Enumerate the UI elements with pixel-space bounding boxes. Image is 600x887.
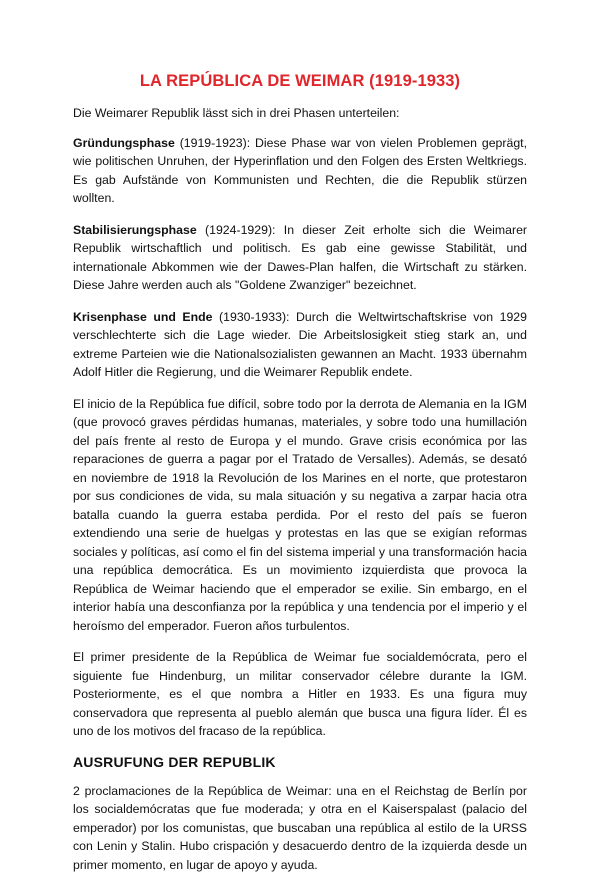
- phase-term-founding: Gründungsphase: [73, 135, 175, 150]
- phase-paragraph-founding: [73, 134, 527, 208]
- phase-text-crisis: (1930-1933): Durch die Weltwirtschaftskrise von 1929 verschlechterte sich die Lage wieder. Die Arbeitslosigkeit stieg stark an, und extreme Parteien wie die Nationalsozialisten gewannen an Macht. 1933 übernahm Adolf Hitler die Regierung, und die Weimarer Republik endete.: [73, 309, 527, 379]
- phase-paragraph-crisis: [73, 308, 527, 382]
- phase-text-stabilization: (1924-1929): In dieser Zeit erholte sich die Weimarer Republik wirtschaftlich und politisch. Es gab eine gewisse Stabilität, und internationale Abkommen wie der Dawes-Plan halfen, die Wirtschaft zu stärken. Diese Jahre werden auch als "Goldene Zwanziger" bezeichnet.: [73, 222, 527, 292]
- phase-text-founding: (1919-1923): Diese Phase war von vielen Problemen geprägt, wie politischen Unruhen, der Hyperinflation und den Folgen des Ersten Weltkriegs. Es gab Aufstände von Kommunisten und Rechten, die die Republik stürzen wollten.: [73, 135, 527, 205]
- section-paragraph: 2 proclamaciones de la República de Weimar: una en el Reichstag de Berlín por los socialdemócratas que fue moderada; y otra en el Kaiserspalast (palacio del emperador) por los comunistas, que buscaban una república al estilo de la URSS con Lenin y Stalin. Hubo crispación y desacuerdo dentro de la izquierda desde un primer momento, en lugar de apoyo y ayuda.: [73, 783, 527, 872]
- document-page: [73, 72, 527, 887]
- body-paragraph-beginning: El inicio de la República fue difícil, sobre todo por la derrota de Alemania en la IGM (que provocó graves pérdidas humanas, materiales, y sobre todo una humillación del país frente al resto de Europa y el mundo. Grave crisis económica por las reparaciones de guerra a pagar por el Tratado de Versalles). Además, se desató en noviembre de 1918 la Revolución de los Marines en el norte, que protestaron por sus condiciones de vida, su mala situación y su negativa a zarpar hacia otra batalla cuando la guerra estaba perdida. Por el resto del país se fueron extendiendo una serie de huelgas y protestas en las que se exigían reformas sociales y políticas, así como el fin del sistema imperial y una transformación hacia una república democrática. Es un movimiento izquierdista que provoca la República de Weimar haciendo que el emperador se exilie. Sin embargo, en el interior había una desconfianza por la república y una tendencia por el imperio y el heroísmo del emperador. Fueron años turbulentos.: [73, 396, 527, 633]
- phase-paragraph-stabilization: [73, 221, 527, 295]
- phase-term-crisis: Krisenphase und Ende: [73, 309, 213, 324]
- body-paragraph-president: El primer presidente de la República de Weimar fue socialdemócrata, pero el siguiente fue Hindenburg, un militar conservador célebre durante la IGM. Posteriormente, es el que nombra a Hitler en 1933. Es una figura muy conservadora que representa al pueblo alemán que busca una figura líder. Él es uno de los motivos del fracaso de la república.: [73, 650, 527, 738]
- page-title: LA REPÚBLICA DE WEIMAR (1919-1933): [139, 72, 461, 90]
- section-heading: AUSRUFUNG DER REPUBLIK: [73, 753, 276, 770]
- phase-term-stabilization: Stabilisierungsphase: [73, 222, 197, 237]
- intro-paragraph: Die Weimarer Republik lässt sich in drei Phasen unterteilen:: [73, 106, 400, 120]
